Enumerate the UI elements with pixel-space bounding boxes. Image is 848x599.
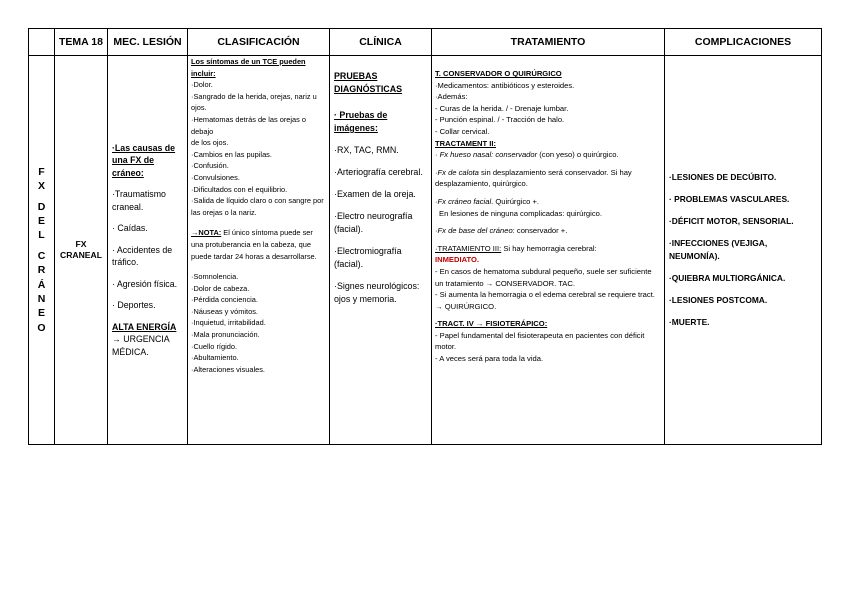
side-label bbox=[29, 56, 55, 445]
fx-craneal-label: FX CRANEAL bbox=[55, 56, 108, 445]
t2-cranofacial-2: En lesiones de ninguna complicadas: quirúrgico. bbox=[439, 208, 602, 218]
symptom: ·Dificultados con el equilibrio. bbox=[191, 184, 288, 194]
symptom: ·Inquietud, irritabilidad. bbox=[191, 318, 266, 328]
complicacion-item: ·LESIONES POSTCOMA. bbox=[669, 295, 768, 305]
symptom: ·Alteraciones visuales. bbox=[191, 364, 265, 374]
clasificacion-intro: Los síntomas de un TCE pueden incluir: bbox=[191, 57, 306, 78]
side-letter: F bbox=[38, 165, 45, 178]
t3-title: ·TRATAMIENTO III: Si hay hemorragia cerebral: bbox=[435, 243, 597, 253]
t4-title: ·TRACT. IV → FISIOTERÁPICO: bbox=[435, 319, 548, 329]
t1-line: ·Además: bbox=[435, 92, 468, 102]
imagenes-title: · Pruebas de imágenes: bbox=[334, 110, 388, 133]
mec-item: · Agresión física. bbox=[112, 278, 178, 289]
t4-line: - Papel fundamental del fisioterapeuta en pacientes con déficit motor. bbox=[435, 330, 645, 352]
symptom: ·Hematomas detrás de las orejas o debajo bbox=[191, 114, 307, 136]
header-tema: TEMA 18 bbox=[55, 29, 108, 56]
header-tratamiento: TRATAMIENTO bbox=[432, 29, 665, 56]
t1-title: T. CONSERVADOR O QUIRÚRGICO bbox=[435, 69, 562, 78]
symptom: ·Dolor. bbox=[191, 80, 213, 90]
t1-line: - Punción espinal. / - Tracción de halo. bbox=[435, 115, 565, 125]
side-letter: L bbox=[38, 229, 45, 242]
symptom: de los ojos. bbox=[191, 138, 229, 148]
complicacion-item: ·QUIEBRA MULTIORGÁNICA. bbox=[669, 273, 786, 283]
clinica-item: ·Arteriografía cerebral. bbox=[334, 167, 423, 177]
header-complicaciones: COMPLICACIONES bbox=[665, 29, 822, 56]
tratamiento-cell bbox=[432, 56, 665, 445]
clinica-item: ·RX, TAC, RMN. bbox=[334, 145, 399, 155]
mec-lesion-cell bbox=[108, 56, 188, 445]
header-clasificacion: CLASIFICACIÓN bbox=[188, 29, 330, 56]
t2-cranofacial: ·Fx cráneo facial. Quirúrgico +. bbox=[435, 196, 540, 206]
clinica-item: ·Examen de la oreja. bbox=[334, 189, 416, 199]
alta-energia-label: ALTA ENERGÍA bbox=[112, 321, 177, 332]
complicaciones-cell bbox=[665, 56, 822, 445]
symptom: ·Dolor de cabeza. bbox=[191, 283, 250, 293]
side-letter: N bbox=[37, 293, 46, 306]
t3-line: - Si aumenta la hemorragia o el edema cerebral se requiere tract. → QUIRÚRGICO. bbox=[435, 290, 655, 311]
side-letter: E bbox=[37, 307, 45, 320]
side-letter: D bbox=[37, 200, 46, 213]
symptom: ·Mala pronunciación. bbox=[191, 330, 260, 340]
side-letter: E bbox=[37, 214, 45, 227]
t2-nasal: · Fx hueso nasal: conservador (con yeso) o quirúrgico. bbox=[435, 150, 619, 160]
fx-craneo-table bbox=[28, 28, 822, 445]
symptom: ·Somnolencia. bbox=[191, 272, 239, 282]
mec-item: · Deportes. bbox=[112, 300, 156, 311]
side-letter: C bbox=[37, 249, 46, 262]
t3-red: INMEDIATO. bbox=[435, 255, 480, 265]
symptom: ·Sangrado de la herida, orejas, nariz u ojos. bbox=[191, 91, 317, 113]
alta-energia-text: → URGENCIA MÉDICA. bbox=[112, 334, 170, 357]
complicacion-item: ·DÉFICIT MOTOR, SENSORIAL. bbox=[669, 216, 794, 226]
symptom: ·Convulsiones. bbox=[191, 172, 240, 182]
symptom: ·Confusión. bbox=[191, 161, 229, 171]
complicacion-item: ·LESIONES DE DECÚBITO. bbox=[669, 172, 777, 182]
corner-cell bbox=[29, 29, 55, 56]
fx-row bbox=[29, 56, 822, 445]
pruebas-title: PRUEBAS DIAGNÓSTICAS bbox=[334, 71, 403, 94]
t2-calota: ·Fx de calota sin desplazamiento será conservador. Si hay desplazamiento, quirúrgico. bbox=[435, 167, 632, 189]
symptom: las orejas o la nariz. bbox=[191, 207, 257, 217]
header-row bbox=[29, 29, 822, 56]
nota-label: →NOTA: bbox=[191, 228, 222, 238]
symptom: ·Cuello rígido. bbox=[191, 341, 238, 351]
mec-item: ·Traumatismo craneal. bbox=[112, 189, 166, 212]
symptom: ·Abultamiento. bbox=[191, 353, 239, 363]
complicacion-item: ·INFECCIONES (VEJIGA, NEUMONÍA). bbox=[669, 238, 768, 261]
mec-item: · Caídas. bbox=[112, 223, 148, 234]
symptom: ·Pérdida conciencia. bbox=[191, 295, 258, 305]
mec-intro: ·Las causas de una FX de cráneo: bbox=[112, 142, 176, 178]
clinica-item: ·Electromiografía (facial). bbox=[334, 246, 402, 269]
complicacion-item: ·MUERTE. bbox=[669, 317, 710, 327]
nota-text: El único síntoma puede ser una protuberancia en la cabeza, que puede tardar 24 horas a desarrollarse. bbox=[191, 228, 317, 261]
side-letter: R bbox=[37, 264, 46, 277]
clinica-cell bbox=[330, 56, 432, 445]
clinica-item: ·Signes neurológicos: ojos y memoria. bbox=[334, 281, 420, 304]
mec-item: · Accidentes de tráfico. bbox=[112, 244, 173, 268]
side-letter: X bbox=[37, 180, 45, 193]
symptom: ·Salida de líquido claro o con sangre por bbox=[191, 196, 324, 206]
t3-line: - En casos de hematoma subdural pequeño, suele ser suficiente un tratamiento → CONSERVADOR. TAC. bbox=[435, 266, 652, 288]
side-letter: O bbox=[37, 321, 46, 334]
header-mec-lesion: MEC. LESIÓN bbox=[108, 29, 188, 56]
t1-line: - Collar cervical. bbox=[435, 126, 490, 136]
t2-base: ·Fx de base del cráneo: conservador +. bbox=[435, 226, 568, 236]
header-clinica: CLÍNICA bbox=[330, 29, 432, 56]
complicacion-item: · PROBLEMAS VASCULARES. bbox=[669, 194, 790, 204]
t1-line: - Curas de la herida. / - Drenaje lumbar. bbox=[435, 103, 569, 113]
symptom: ·Cambios en las pupilas. bbox=[191, 149, 272, 159]
nota bbox=[191, 227, 326, 262]
clinica-item: ·Electro neurografía (facial). bbox=[334, 211, 413, 234]
t2-title: TRACTAMENT II: bbox=[435, 138, 497, 148]
symptom: ·Náuseas y vómitos. bbox=[191, 306, 258, 316]
clasificacion-cell bbox=[188, 56, 330, 445]
side-letter: Á bbox=[37, 278, 46, 291]
t4-line: - A veces será para toda la vida. bbox=[435, 354, 544, 364]
t1-line: ·Medicamentos: antibióticos y esteroides. bbox=[435, 80, 575, 90]
